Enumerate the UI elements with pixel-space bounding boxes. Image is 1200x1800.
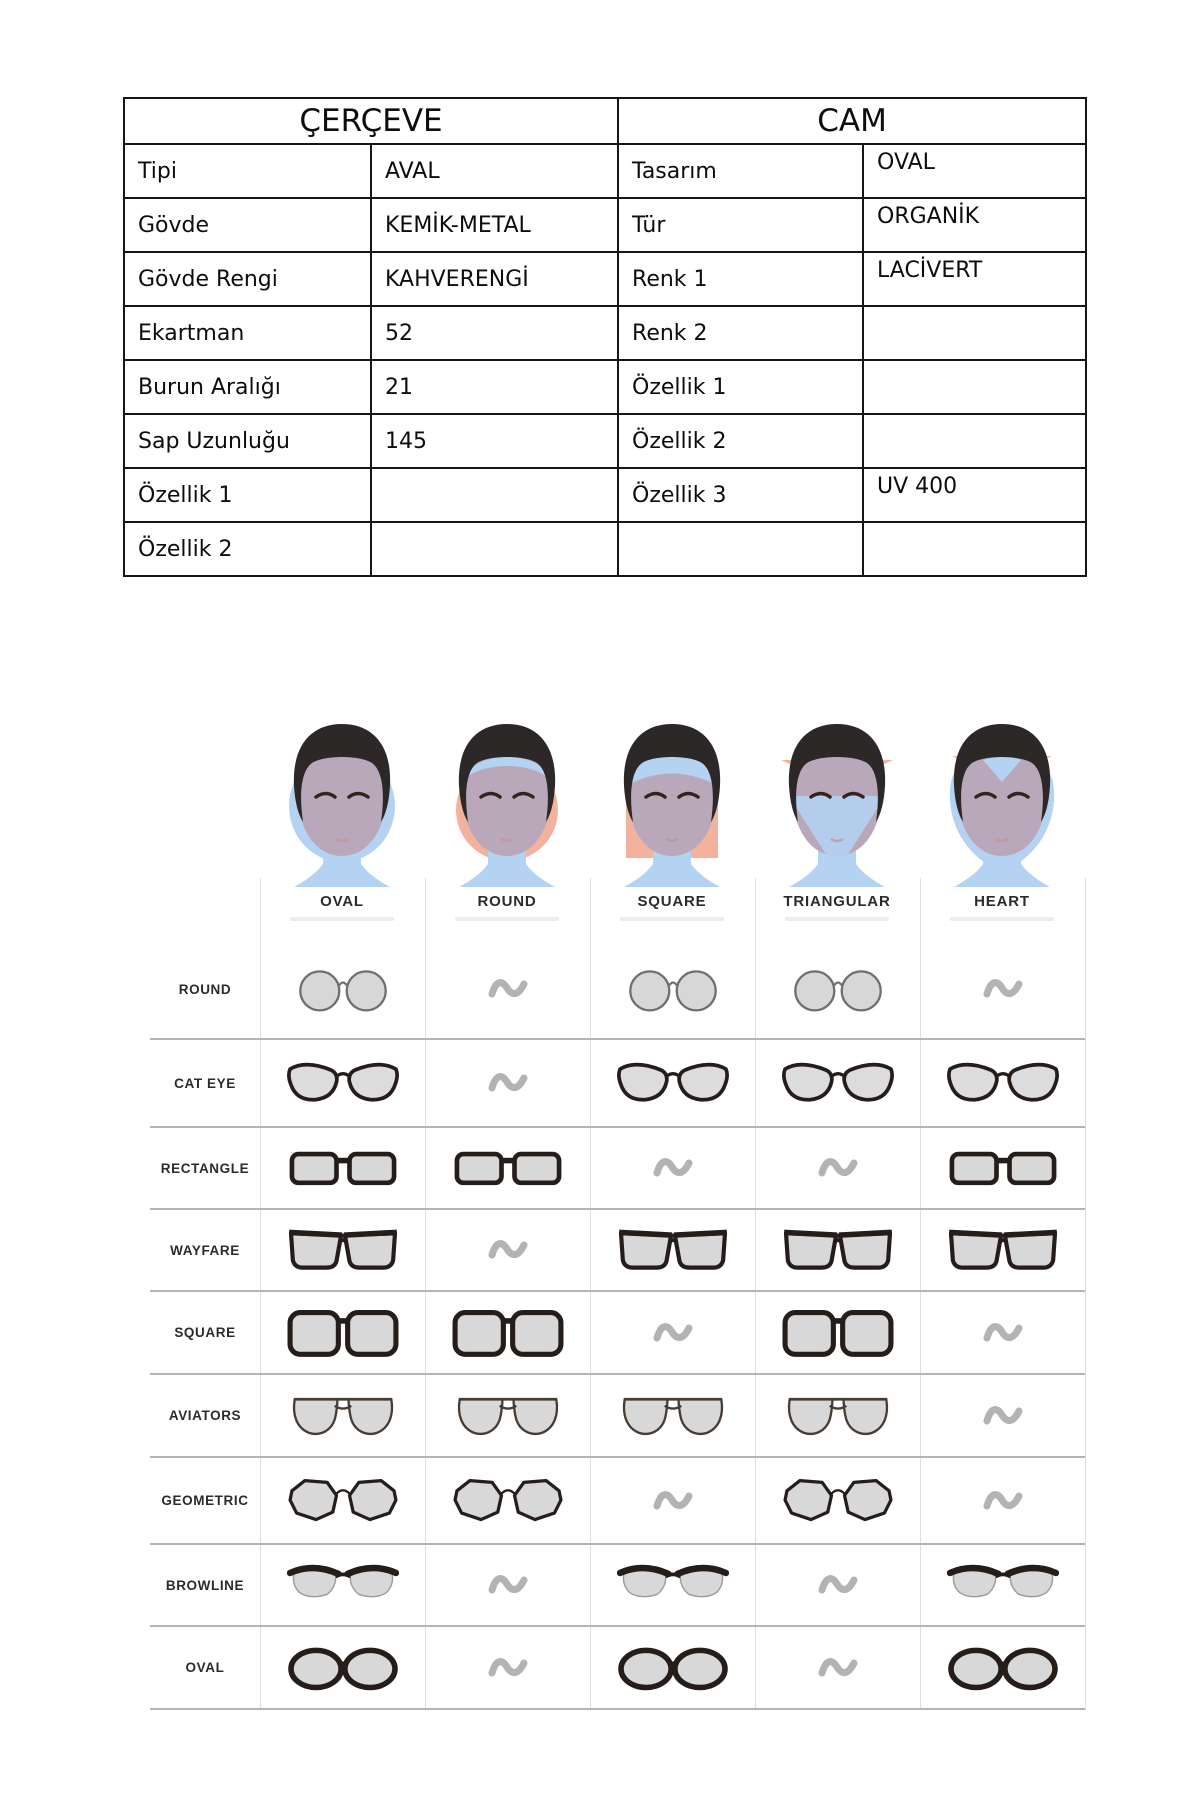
- style-row-label: WAYFARE: [170, 1242, 240, 1258]
- style-row-label: RECTANGLE: [160, 1160, 250, 1176]
- round-glasses-icon: [287, 963, 399, 1015]
- style-row: [150, 1545, 1085, 1627]
- spec-cell-lens-label: Renk 1: [618, 252, 863, 306]
- matrix-cell: [590, 940, 755, 1038]
- matrix-cell: [425, 1458, 590, 1543]
- wayfarer-glasses-icon: [782, 1224, 894, 1276]
- spec-cell-frame-value: KEMİK-METAL: [371, 198, 618, 252]
- oval-glasses-icon: [287, 1642, 399, 1694]
- matrix-cell: [425, 1627, 590, 1708]
- matrix-cell: [260, 1292, 425, 1373]
- spec-cell-frame-label: Gövde Rengi: [124, 252, 371, 306]
- face-shape-sublabel-smudge: [455, 917, 559, 921]
- spec-cell-frame-value: 52: [371, 306, 618, 360]
- not-suitable-squiggle-icon: [983, 976, 1023, 1002]
- not-suitable-squiggle-icon: [488, 976, 528, 1002]
- spec-cell-frame-label: Tipi: [124, 144, 371, 198]
- style-row-label: OVAL: [185, 1660, 225, 1675]
- matrix-cell: [425, 940, 590, 1038]
- style-row-label: BROWLINE: [165, 1577, 245, 1593]
- wayfarer-glasses-icon: [617, 1224, 729, 1276]
- matrix-cell: [590, 1627, 755, 1708]
- matrix-cell: [590, 1458, 755, 1543]
- face-shape-label-text: TRIANGULAR: [783, 893, 891, 910]
- matrix-cell: [260, 940, 425, 1038]
- face-triangular-illustration: [762, 698, 912, 890]
- aviator-glasses-icon: [782, 1390, 894, 1442]
- spec-cell-lens-label: Özellik 1: [618, 360, 863, 414]
- not-suitable-squiggle-icon: [488, 1572, 528, 1598]
- not-suitable-squiggle-icon: [983, 1488, 1023, 1514]
- not-suitable-squiggle-icon: [488, 1070, 528, 1096]
- matrix-cell: [755, 1040, 920, 1126]
- geometric-glasses-icon: [782, 1475, 894, 1527]
- oval-glasses-icon: [617, 1642, 729, 1694]
- not-suitable-squiggle-icon: [818, 1655, 858, 1681]
- not-suitable-squiggle-icon: [818, 1155, 858, 1181]
- not-suitable-squiggle-icon: [983, 1403, 1023, 1429]
- matrix-cell: [755, 1627, 920, 1708]
- style-row: [150, 1375, 1085, 1458]
- matrix-cell: [920, 1627, 1085, 1708]
- face-shape-sublabel-smudge: [620, 917, 724, 921]
- matrix-cell: [260, 1128, 425, 1208]
- spec-cell-frame-label: Özellik 2: [124, 522, 371, 576]
- spec-cell-frame-label: Özellik 1: [124, 468, 371, 522]
- spec-cell-frame-label: Gövde: [124, 198, 371, 252]
- style-row-label: CAT EYE: [174, 1075, 236, 1091]
- rectangle-glasses-icon: [452, 1142, 564, 1194]
- spec-cell-frame-value: 145: [371, 414, 618, 468]
- style-row: [150, 1458, 1085, 1545]
- round-glasses-icon: [782, 963, 894, 1015]
- matrix-cell: [920, 1292, 1085, 1373]
- rectangle-glasses-icon: [947, 1142, 1059, 1194]
- matrix-cell: [755, 1375, 920, 1456]
- square-glasses-icon: [782, 1307, 894, 1359]
- style-row-label: ROUND: [178, 981, 232, 997]
- face-shape-label-text: HEART: [974, 893, 1030, 910]
- face-shape-label: [755, 893, 919, 921]
- face-shape-sublabel-smudge: [950, 917, 1054, 921]
- matrix-cell: [590, 1128, 755, 1208]
- matrix-cell: [920, 1545, 1085, 1625]
- spec-cell-lens-value: LACİVERT: [863, 252, 1086, 306]
- face-square-svg: [597, 698, 747, 890]
- spec-cell-frame-value: 21: [371, 360, 618, 414]
- browline-glasses-icon: [617, 1559, 729, 1611]
- oval-glasses-icon: [947, 1642, 1059, 1694]
- square-glasses-icon: [287, 1307, 399, 1359]
- style-row: [150, 1128, 1085, 1210]
- matrix-cell: [755, 1545, 920, 1625]
- spec-cell-frame-value: KAHVERENGİ: [371, 252, 618, 306]
- spec-header-lens: CAM: [618, 98, 1086, 144]
- not-suitable-squiggle-icon: [488, 1655, 528, 1681]
- face-oval-illustration: [267, 698, 417, 890]
- face-round-svg: [432, 698, 582, 890]
- face-heart-illustration: [927, 698, 1077, 890]
- spec-cell-lens-label: Tür: [618, 198, 863, 252]
- style-row: [150, 1210, 1085, 1292]
- spec-cell-lens-label: Tasarım: [618, 144, 863, 198]
- geometric-glasses-icon: [452, 1475, 564, 1527]
- cat-eye-glasses-icon: [947, 1057, 1059, 1109]
- aviator-glasses-icon: [287, 1390, 399, 1442]
- matrix-cell: [260, 1210, 425, 1290]
- matrix-cell: [425, 1545, 590, 1625]
- not-suitable-squiggle-icon: [488, 1237, 528, 1263]
- face-shape-label: [920, 893, 1084, 921]
- spec-cell-lens-label: Özellik 2: [618, 414, 863, 468]
- spec-cell-lens-value: ORGANİK: [863, 198, 1086, 252]
- square-glasses-icon: [452, 1307, 564, 1359]
- face-square-illustration: [597, 698, 747, 890]
- face-oval-svg: [267, 698, 417, 890]
- cat-eye-glasses-icon: [782, 1057, 894, 1109]
- style-row-label: SQUARE: [174, 1325, 236, 1340]
- not-suitable-squiggle-icon: [653, 1155, 693, 1181]
- matrix-cell: [260, 1040, 425, 1126]
- face-shape-label-text: ROUND: [477, 893, 537, 910]
- round-glasses-icon: [617, 963, 729, 1015]
- style-row: [150, 1627, 1085, 1710]
- cat-eye-glasses-icon: [617, 1057, 729, 1109]
- matrix-cell: [755, 1292, 920, 1373]
- spec-cell-frame-value: AVAL: [371, 144, 618, 198]
- matrix-cell: [755, 1210, 920, 1290]
- not-suitable-squiggle-icon: [818, 1572, 858, 1598]
- style-row-label: GEOMETRIC: [161, 1493, 249, 1508]
- wayfarer-glasses-icon: [287, 1224, 399, 1276]
- style-row: [150, 940, 1085, 1040]
- face-shape-label: [590, 893, 754, 921]
- spec-cell-lens-value: UV 400: [863, 468, 1086, 522]
- spec-cell-lens-label: Renk 2: [618, 306, 863, 360]
- matrix-cell: [590, 1292, 755, 1373]
- spec-cell-lens-label: Özellik 3: [618, 468, 863, 522]
- face-round-illustration: [432, 698, 582, 890]
- matrix-cell: [920, 940, 1085, 1038]
- matrix-cell: [260, 1375, 425, 1456]
- browline-glasses-icon: [287, 1559, 399, 1611]
- matrix-cell: [590, 1375, 755, 1456]
- spec-cell-lens-value: OVAL: [863, 144, 1086, 198]
- matrix-cell: [425, 1040, 590, 1126]
- aviator-glasses-icon: [452, 1390, 564, 1442]
- face-shape-label: [425, 893, 589, 921]
- aviator-glasses-icon: [617, 1390, 729, 1442]
- face-shape-label: [260, 893, 424, 921]
- cat-eye-glasses-icon: [287, 1057, 399, 1109]
- matrix-cell: [590, 1545, 755, 1625]
- face-shape-sublabel-smudge: [785, 917, 889, 921]
- wayfarer-glasses-icon: [947, 1224, 1059, 1276]
- matrix-cell: [755, 1128, 920, 1208]
- spec-cell-frame-label: Ekartman: [124, 306, 371, 360]
- style-row: [150, 1040, 1085, 1128]
- face-triangular-svg: [762, 698, 912, 890]
- matrix-cell: [920, 1128, 1085, 1208]
- matrix-cell: [920, 1040, 1085, 1126]
- not-suitable-squiggle-icon: [983, 1320, 1023, 1346]
- matrix-cell: [590, 1040, 755, 1126]
- not-suitable-squiggle-icon: [653, 1320, 693, 1346]
- style-row: [150, 1292, 1085, 1375]
- matrix-cell: [590, 1210, 755, 1290]
- browline-glasses-icon: [947, 1559, 1059, 1611]
- matrix-cell: [920, 1210, 1085, 1290]
- matrix-cell: [920, 1458, 1085, 1543]
- face-shape-sublabel-smudge: [290, 917, 394, 921]
- face-shape-label-text: SQUARE: [637, 893, 707, 910]
- matrix-cell: [755, 1458, 920, 1543]
- style-row-label: AVIATORS: [168, 1408, 242, 1423]
- not-suitable-squiggle-icon: [653, 1488, 693, 1514]
- matrix-cell: [425, 1210, 590, 1290]
- rectangle-glasses-icon: [287, 1142, 399, 1194]
- geometric-glasses-icon: [287, 1475, 399, 1527]
- spec-cell-frame-label: Sap Uzunluğu: [124, 414, 371, 468]
- spec-cell-frame-label: Burun Aralığı: [124, 360, 371, 414]
- matrix-cell: [425, 1292, 590, 1373]
- matrix-cell: [425, 1375, 590, 1456]
- matrix-cell: [755, 940, 920, 1038]
- matrix-cell: [425, 1128, 590, 1208]
- matrix-cell: [260, 1545, 425, 1625]
- matrix-cell: [260, 1458, 425, 1543]
- face-shape-label-text: OVAL: [320, 893, 364, 910]
- spec-header-frame: ÇERÇEVE: [124, 98, 618, 144]
- matrix-cell: [260, 1627, 425, 1708]
- matrix-cell: [920, 1375, 1085, 1456]
- face-heart-svg: [927, 698, 1077, 890]
